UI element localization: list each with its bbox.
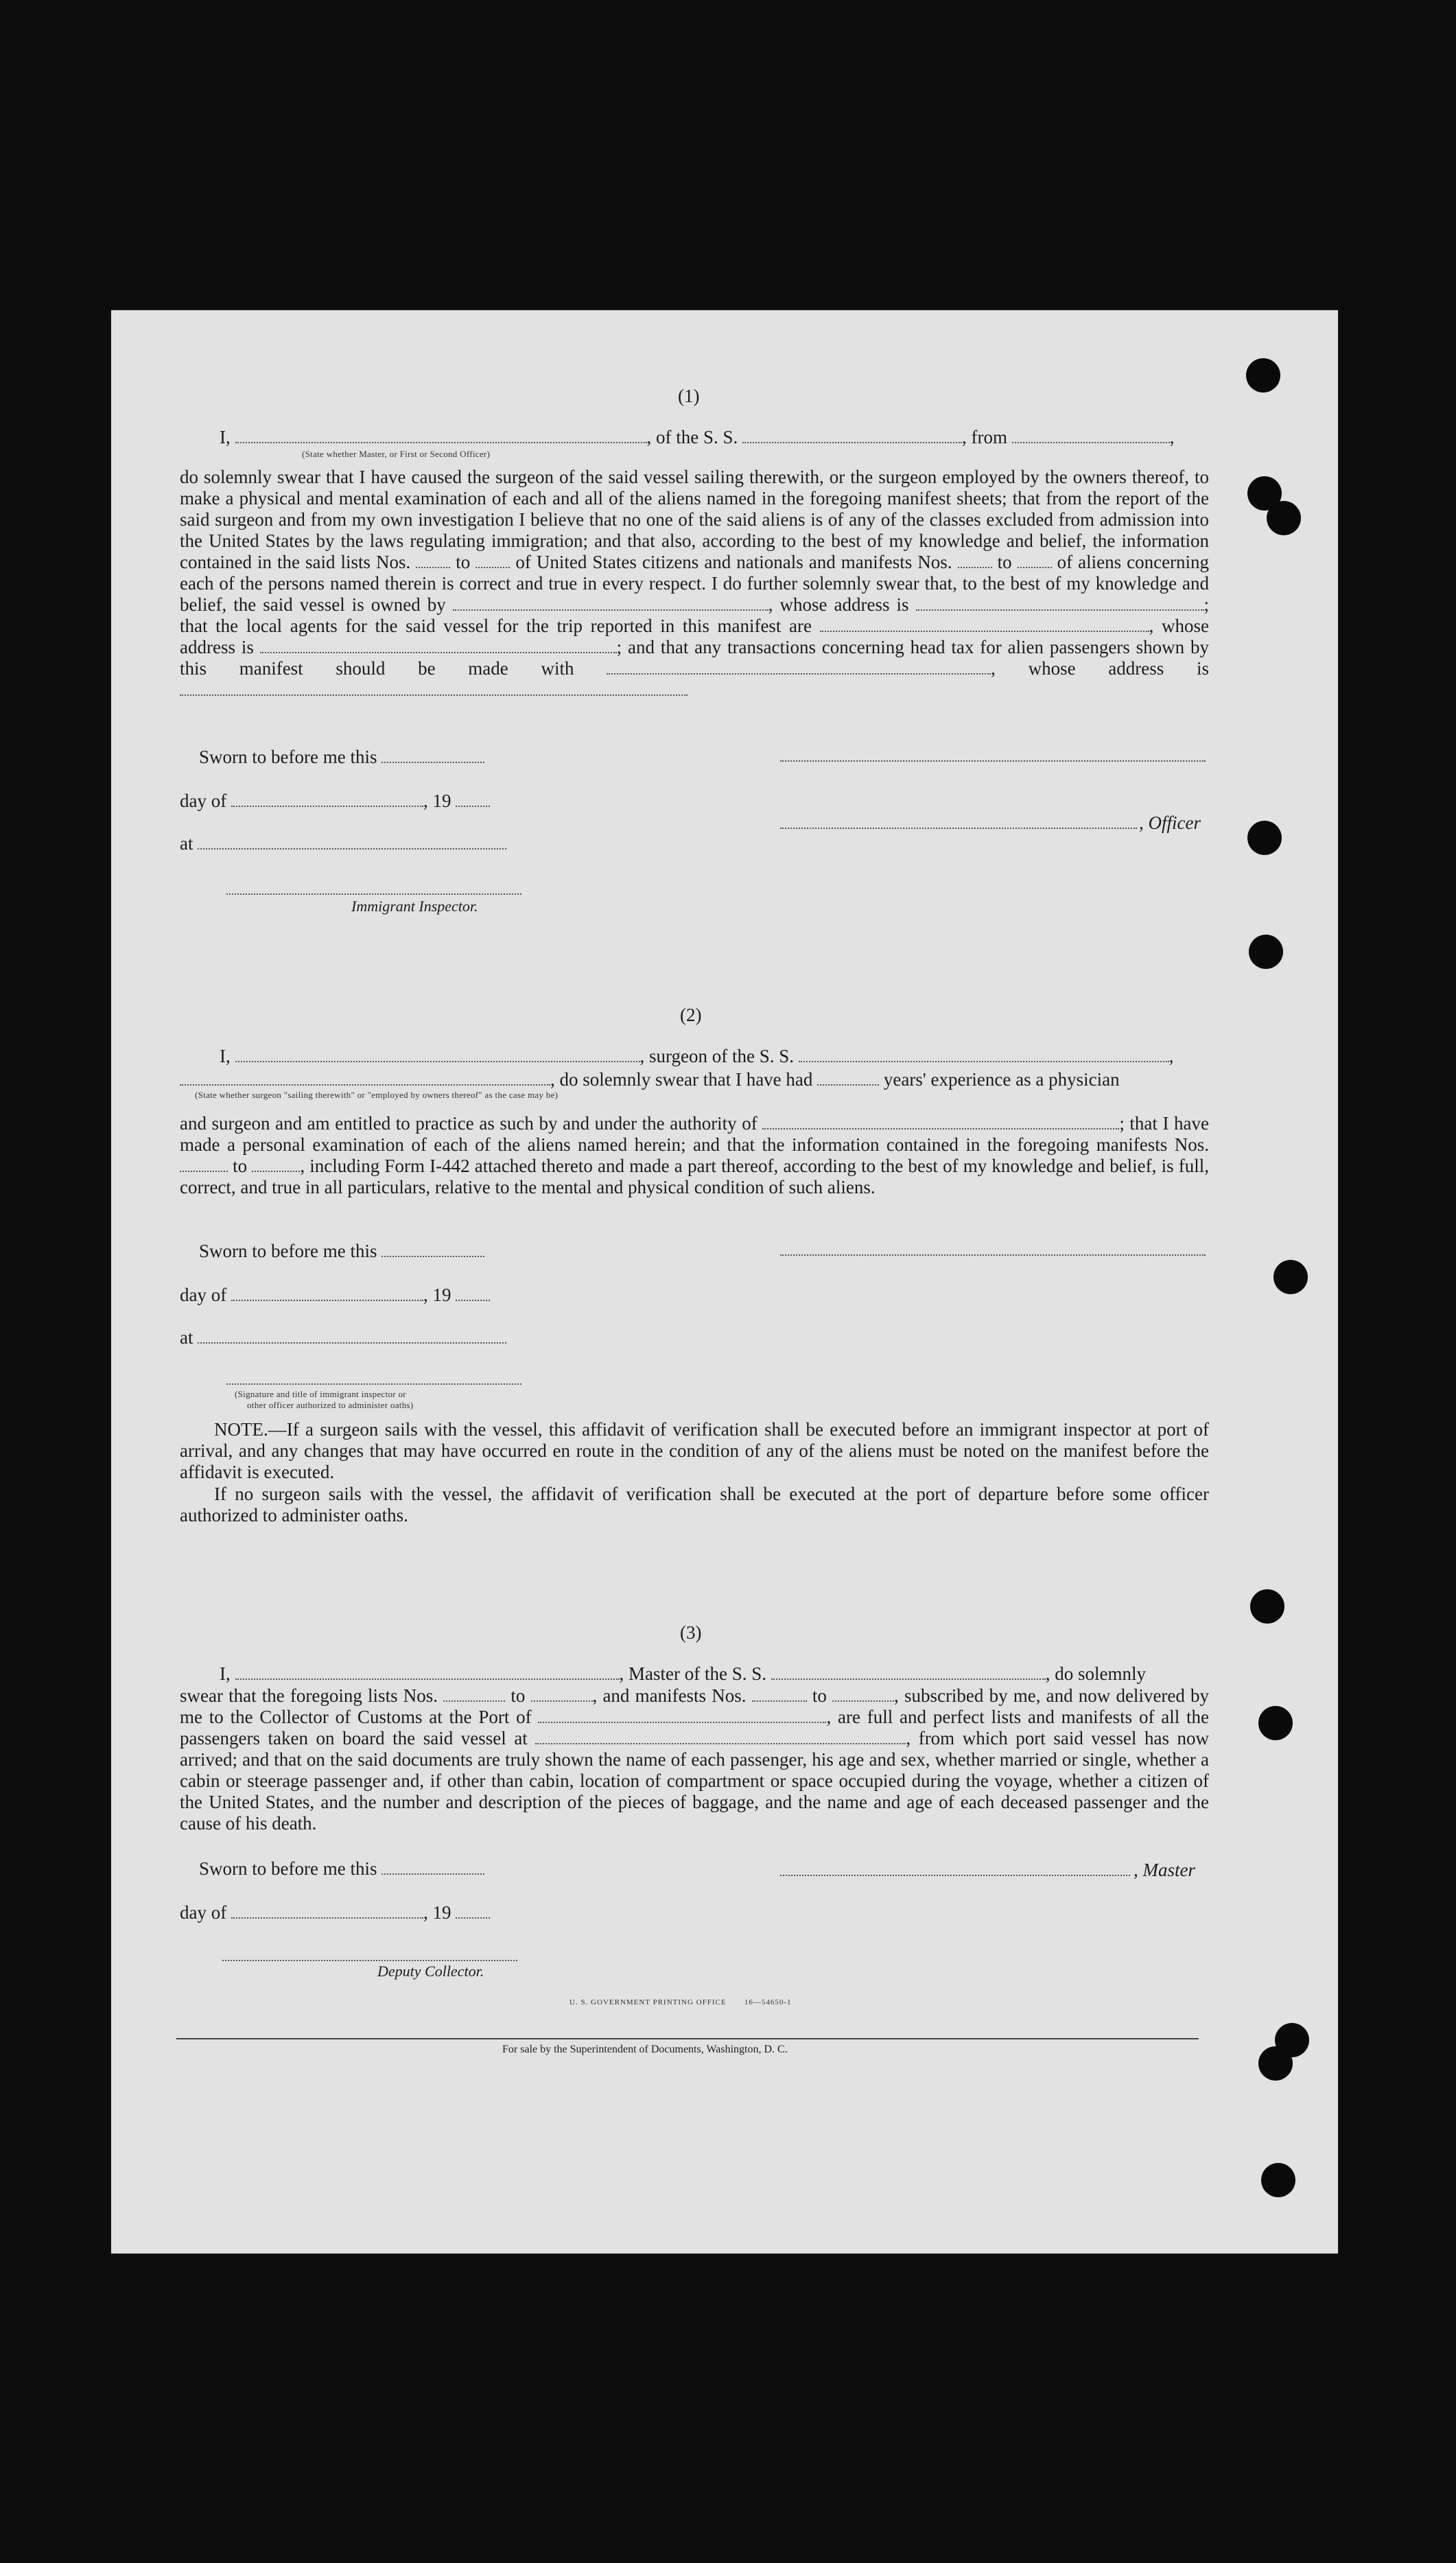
caption-signature-1: (Signature and title of immigrant inspector or — [235, 1389, 406, 1399]
label-officer: , Officer — [1139, 812, 1201, 833]
punch-hole — [1249, 935, 1283, 969]
section-1-line-1: I, , of the S. S. , from , — [220, 427, 1175, 447]
master-manifests-from-field[interactable] — [752, 1687, 807, 1702]
section-3-text-d: , are full and perfect lists and manifests of all the passengers taken on board the said vessel at — [180, 1707, 1210, 1748]
label-to: to — [233, 1156, 248, 1176]
sworn-date-field[interactable] — [381, 1242, 484, 1257]
master-lists-from-field[interactable] — [443, 1687, 505, 1702]
punch-hole — [1273, 1260, 1308, 1294]
officer-signature-line[interactable] — [780, 760, 1206, 762]
label-to: to — [997, 552, 1012, 572]
caption-officer: (State whether Master, or First or Second Officer) — [302, 449, 491, 459]
section-2-line-1: I, , surgeon of the S. S. , — [220, 1046, 1174, 1066]
sworn-date-field[interactable] — [381, 1860, 484, 1875]
section-1-body: do solemnly swear that I have caused the surgeon of the said vessel sailing therewith, or the surgeon employed by the owners thereof, to make a physical and mental examination of each and all of the aliens named in the foregoing manifest sheets; that from the report of the said surgeon and from my own investigation I believe that no one of the said aliens is of any of the classes excluded from admission into the United States by the laws regulating immigration; and that also, according to the best of my knowledge and belief, the information contained in the said lists Nos. to of United States citizens and nationals and manifests Nos. to of aliens concerning each of the persons named therein is correct and true in every respect. I do further solemnly swear that, to the best of my knowledge and belief, the said vessel is owned by , whose address is ; that the local agents for the said vessel for the trip reported in this manifest are , whose address is ; and that any transactions concerning head tax for alien passengers shown by this manifest should be made with , whose address is — [180, 467, 1209, 701]
owner-address-field[interactable] — [916, 596, 1204, 611]
day-row-3 — [180, 1902, 490, 1923]
departure-port-field[interactable] — [535, 1729, 906, 1744]
surgeon-manifests-from-field[interactable] — [180, 1157, 228, 1172]
section-1-text-b: of United States citizens and nationals and manifests Nos. — [515, 552, 952, 572]
master-name-field[interactable] — [235, 1665, 620, 1680]
section-1-text-b2: of aliens concerning each of the persons named therein is correct and true in every respect. I do further solemnly swear that, to the best of my knowledge and belief, the said vessel is owned by — [180, 552, 1210, 615]
section-3-text-c: , subscribed by me, and now delivered by me to the Collector of Customs at the Port of — [180, 1685, 1210, 1727]
section-1-text-g: , whose address is — [991, 658, 1209, 679]
note-text-2: If no surgeon sails with the vessel, the affidavit of verification shall be executed at the port of departure before some officer authorized to administer oaths. — [180, 1484, 1209, 1525]
surgeon-signature-line[interactable] — [780, 1254, 1206, 1256]
form-code: 16—54650-1 — [744, 1998, 792, 2006]
footer-divider — [176, 2038, 1199, 2039]
section-3-text-b: , and manifests Nos. — [592, 1685, 747, 1706]
master-vessel-field[interactable] — [771, 1665, 1046, 1680]
section-2-text-a: and surgeon and am entitled to practice as such by and under the authority of — [180, 1113, 758, 1134]
day-field[interactable] — [231, 1286, 423, 1301]
label-years-experience: years' experience as a physician — [883, 1069, 1120, 1090]
inspector-signature-line[interactable] — [226, 893, 521, 895]
manifests-from-field[interactable] — [958, 553, 992, 568]
day-row-2 — [180, 1285, 490, 1306]
label-at: at — [180, 1327, 193, 1348]
label-year: , 19 — [423, 791, 451, 811]
day-row-1 — [180, 791, 490, 812]
form-page — [111, 310, 1338, 2254]
section-2-text-b: that I have made a personal examination of each of the aliens named herein; and that the information contained in the foregoing manifests Nos. — [180, 1113, 1209, 1155]
section-2-note-2 — [180, 1484, 1209, 1526]
from-port-field[interactable] — [1012, 428, 1170, 443]
section-3-number: (3) — [680, 1622, 702, 1643]
vessel-name-field[interactable] — [742, 428, 962, 443]
punch-hole — [1261, 2163, 1295, 2197]
day-field[interactable] — [231, 1904, 423, 1919]
agents-field[interactable] — [820, 617, 1149, 632]
sworn-row-3 — [199, 1858, 484, 1880]
label-deputy-collector: Deputy Collector. — [377, 1963, 484, 1980]
at-row-2 — [180, 1327, 506, 1348]
official-signature-line[interactable] — [226, 1383, 521, 1385]
punch-hole — [1247, 821, 1282, 855]
sale-notice: For sale by the Superintendent of Documents, Washington, D. C. — [502, 2044, 788, 2055]
section-1-text-f: ; and that any transactions concerning head tax for alien passengers shown by this manifest should be made with — [180, 637, 1209, 679]
printing-office-text: U. S. GOVERNMENT PRINTING OFFICE — [570, 1998, 727, 2006]
punch-hole — [1267, 501, 1301, 535]
master-manifests-to-field[interactable] — [832, 1687, 894, 1702]
surgeon-vessel-field[interactable] — [799, 1047, 1169, 1062]
deputy-signature-line[interactable] — [222, 1960, 517, 1961]
label-sworn: Sworn to before me this — [199, 1241, 377, 1261]
master-signature-line[interactable] — [780, 1875, 1130, 1876]
label-year: , 19 — [423, 1285, 451, 1305]
sworn-row-2 — [199, 1241, 484, 1262]
note-label: NOTE. — [214, 1419, 268, 1440]
authority-field[interactable] — [762, 1114, 1119, 1130]
place-field[interactable] — [198, 834, 506, 850]
at-row-1 — [180, 833, 506, 854]
lists-to-field[interactable] — [475, 553, 510, 568]
label-master-of-ss: , Master of the S. S. — [619, 1663, 766, 1684]
label-master: , Master — [1134, 1860, 1195, 1880]
section-3-body — [180, 1685, 1209, 1834]
section-2-body: and surgeon and am entitled to practice as such by and under the authority of ; that I have made a personal examination of each of the aliens named herein; and that the information contained in the foregoing manifests Nos. to , including Form I-442 attached thereto and made a part thereof, according to the best of my knowledge and belief, is full, correct, and true in all particulars, relative to the mental and physical condition of such aliens. — [180, 1113, 1210, 1197]
manifests-to-field[interactable] — [1018, 553, 1052, 568]
punch-hole — [1250, 1589, 1284, 1624]
officer-name-field[interactable] — [235, 428, 647, 443]
place-field[interactable] — [198, 1329, 506, 1344]
years-field[interactable] — [817, 1070, 879, 1086]
label-to: to — [456, 552, 471, 572]
note-text: —If a surgeon sails with the vessel, this affidavit of verification shall be executed before an immigrant inspector at port of arrival, and any changes that may have occurred en route in the condition of any of the aliens must be noted on the manifest before the affidavit is executed. — [180, 1419, 1209, 1482]
section-3-line-1 — [220, 1663, 1146, 1685]
sworn-date-field[interactable] — [381, 748, 484, 763]
label-day-of: day of — [180, 1902, 227, 1923]
caption-signature-2: other officer authorized to administer oaths) — [247, 1400, 414, 1410]
caption-surgeon: (State whether surgeon "sailing therewith" or "employed by owners thereof" as the case may be) — [195, 1090, 559, 1100]
label-day-of: day of — [180, 1285, 227, 1305]
label-sworn: Sworn to before me this — [199, 1858, 377, 1879]
section-1-text-a: do solemnly swear that I have caused the surgeon of the said vessel sailing therewith, or the surgeon employed by the owners thereof, to make a physical and mental examination of each and all of the aliens named in the foregoing manifest sheets; that from the report of the said surgeon and from my own investigation I believe that no one of the said aliens is of any of the classes excluded from admission into the United States by the laws regulating immigration; and that also, according to the best of my knowledge and belief, the information contained in the said lists Nos. — [180, 467, 1209, 572]
agents-address-field[interactable] — [260, 638, 617, 653]
surgeon-status-field[interactable] — [180, 1070, 550, 1086]
port-field[interactable] — [538, 1708, 826, 1723]
section-2-line-2 — [180, 1069, 1120, 1090]
year-field[interactable] — [456, 1286, 490, 1301]
officer-title-line[interactable] — [780, 828, 1137, 829]
master-lists-to-field[interactable] — [531, 1687, 593, 1702]
owner-field[interactable] — [453, 596, 768, 611]
punch-hole — [1258, 2046, 1293, 2081]
label-do-solemnly-swear: , do solemnly swear that I have had — [550, 1069, 813, 1090]
sworn-row-1 — [199, 747, 484, 768]
section-1-text-c: , whose address is — [768, 594, 909, 615]
surgeon-manifests-to-field[interactable] — [252, 1157, 300, 1172]
label-i: I, — [220, 427, 231, 447]
label-do-solemnly: , do solemnly — [1045, 1663, 1146, 1684]
section-1-number: (1) — [678, 386, 700, 406]
year-field[interactable] — [456, 1904, 490, 1919]
surgeon-name-field[interactable] — [235, 1047, 640, 1062]
label-i: I, — [220, 1046, 231, 1066]
label-at: at — [180, 833, 193, 854]
punch-hole — [1246, 358, 1280, 393]
label-immigrant-inspector: Immigrant Inspector. — [351, 898, 478, 915]
label-year: , 19 — [423, 1902, 451, 1923]
section-2-text-c: , including Form I-442 attached thereto and made a part thereof, according to the best of my knowledge and belief, is full, correct, and true in all particulars, relative to the mental and physical condition of such aliens. — [180, 1156, 1210, 1197]
section-2-number: (2) — [680, 1005, 702, 1025]
label-day-of: day of — [180, 791, 227, 811]
label-sworn: Sworn to before me this — [199, 747, 377, 767]
head-tax-address-field[interactable] — [180, 681, 688, 696]
label-from: , from — [962, 427, 1007, 447]
section-1-text-d: that the local agents for the said vessel for the trip reported in this manifest are — [180, 616, 812, 636]
day-field[interactable] — [231, 792, 423, 807]
label-surgeon-of-ss: , surgeon of the S. S. — [639, 1046, 795, 1066]
punch-hole — [1258, 1706, 1293, 1740]
label-of-ss: , of the S. S. — [646, 427, 738, 447]
section-3-text-a: swear that the foregoing lists Nos. — [180, 1685, 438, 1706]
label-i: I, — [220, 1663, 231, 1684]
label-to: to — [812, 1685, 827, 1706]
year-field[interactable] — [456, 792, 490, 807]
section-2-note — [180, 1419, 1209, 1483]
lists-from-field[interactable] — [416, 553, 450, 568]
head-tax-party-field[interactable] — [607, 659, 991, 675]
section-3-text-e: , from which port said vessel has now arrived; and that on the said documents are truly shown the name of each passenger, his age and sex, whether married or single, whether a cabin or steerage passenger and, if other than cabin, location of compartment or space occupied during the voyage, whether a citizen of the United States, and the number and description of the pieces of baggage, and the name and age of each deceased passenger and the cause of his death. — [180, 1728, 1210, 1834]
printing-office-imprint — [570, 1998, 792, 2006]
section-1-text-e: whose address is — [180, 616, 1210, 657]
label-to: to — [510, 1685, 526, 1706]
